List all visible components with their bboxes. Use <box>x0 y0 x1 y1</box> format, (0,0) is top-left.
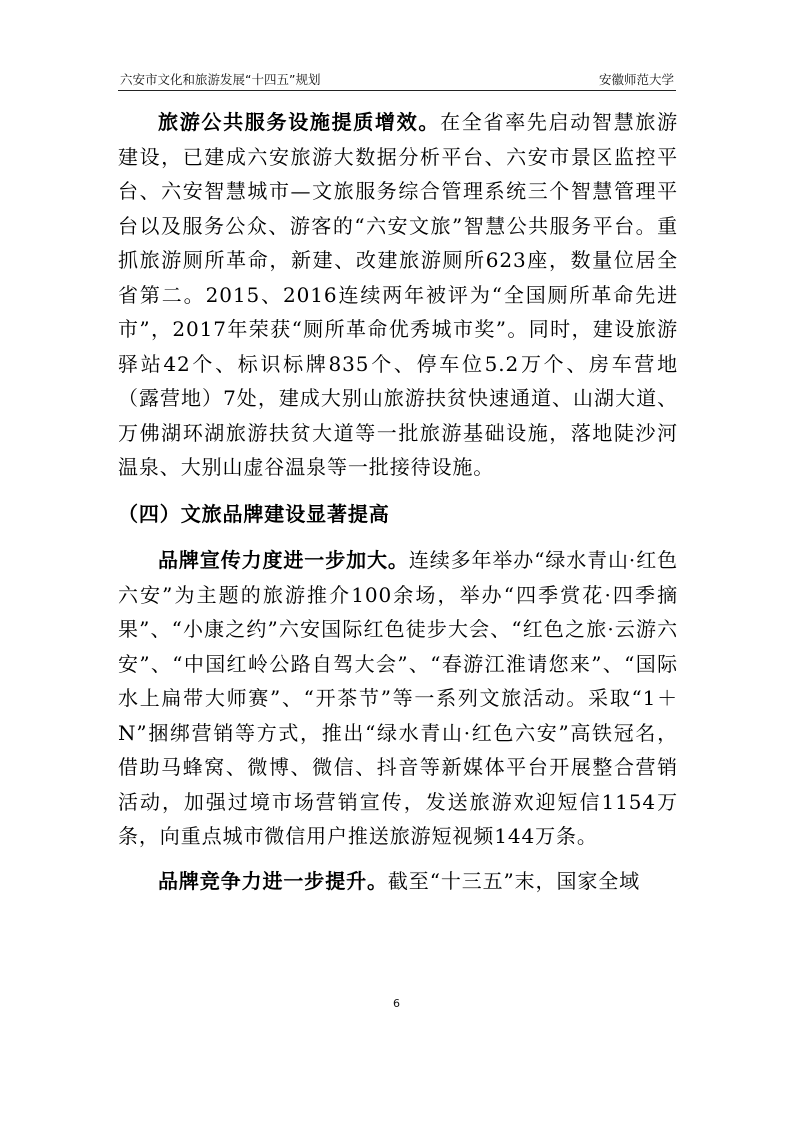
paragraph-lead-heading: 旅游公共服务设施提质增效。 <box>158 110 441 134</box>
header-institution: 安徽师范大学 <box>598 72 674 87</box>
document-body <box>118 105 678 898</box>
running-header <box>118 68 676 91</box>
paragraph-lead-heading: 品牌宣传力度进一步加大。 <box>158 548 409 572</box>
page-number: 6 <box>393 997 400 1010</box>
paragraph-brand-promotion <box>118 543 678 854</box>
paragraph-text: 截至“十三五”末，国家全域 <box>387 868 641 893</box>
paragraph-text: 连续多年举办“绿水青山·红色六安”为主题的旅游推介100余场，举办“四季赏花·四季摘果”、“小康之约”六安国际红色徒步大会、“红色之旅·云游六安”、“中国红岭公路自驾大会”、“春游江淮请您来”、“国际水上扁带大师赛”、“开茶节”等一系列文旅活动。采取“1＋N”捆绑营销等方式，推出“绿水青山·红色六安”高铁冠名，借助马蜂窝、微博、微信、抖音等新媒体平台开展整合营销活动，加强过境市场营销宣传，发送旅游欢迎短信1154万条，向重点城市微信用户推送旅游短视频144万条。 <box>118 548 678 848</box>
header-document-title: 六安市文化和旅游发展“十四五”规划 <box>120 72 321 87</box>
paragraph-tourism-facilities <box>118 105 678 485</box>
paragraph-brand-competitiveness <box>118 864 678 899</box>
section-heading: （四）文旅品牌建设显著提高 <box>118 501 390 526</box>
paragraph-text: 在全省率先启动智慧旅游建设，已建成六安旅游大数据分析平台、六安市景区监控平台、六安智慧城市—文旅服务综合管理系统三个智慧管理平台以及服务公众、游客的“六安文旅”智慧公共服务平台。重抓旅游厕所革命，新建、改建旅游厕所623座，数量位居全省第二。2015、2016连续两年被评为“全国厕所革命先进市”，2017年荣获“厕所革命优秀城市奖”。同时，建设旅游驿站42个、标识标牌835个、停车位5.2万个、房车营地（露营地）7处，建成大别山旅游扶贫快速通道、山湖大道、万佛湖环湖旅游扶贫大道等一批旅游基础设施，落地陡沙河温泉、大别山虚谷温泉等一批接待设施。 <box>118 110 679 479</box>
paragraph-lead-heading: 品牌竞争力进一步提升。 <box>158 868 388 893</box>
